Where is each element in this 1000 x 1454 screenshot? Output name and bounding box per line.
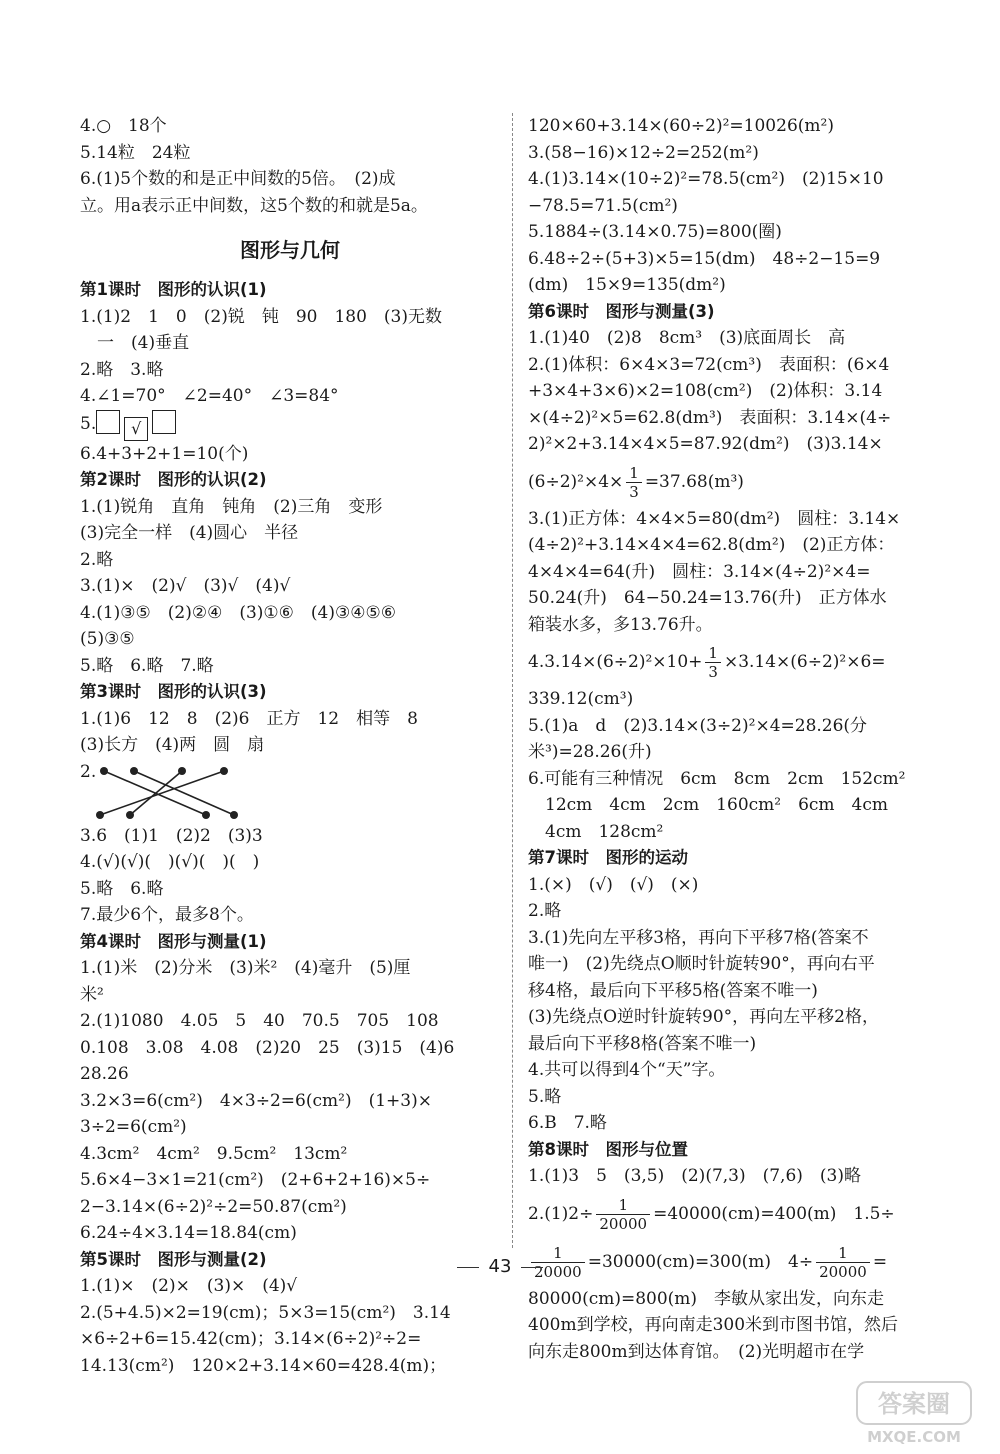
text-line: 1.(1)40 (2)8 8cm³ (3)底面周长 高 — [528, 328, 846, 348]
answer-box — [152, 410, 176, 434]
numerator: 1 — [626, 464, 642, 483]
text-line: 4.3cm² 4cm² 9.5cm² 13cm² — [80, 1143, 348, 1164]
text-line: 米² — [80, 984, 104, 1005]
numerator: 1 — [596, 1196, 650, 1215]
text-line: 2.(5+4.5)×2=19(cm)；5×3=15(cm²) 3.14 — [80, 1302, 451, 1323]
text-line: 向东走800m到达体育馆。 (2)光明超市在学 — [528, 1341, 865, 1362]
lesson-heading: 第5课时 图形与测量(2) — [80, 1249, 267, 1269]
expression-text: 2.(1)2÷ — [528, 1203, 594, 1224]
expression-text: = — [872, 1251, 888, 1272]
text-line: 3.(1)先向左平移3格，再向下平移7格(答案不 — [528, 927, 869, 948]
text-line: 7.最少6个，最多8个。 — [80, 905, 254, 925]
expression-text: (6÷2)²×4× — [528, 471, 624, 492]
text-line: 120×60+3.14×(60÷2)²=10026(m²) — [528, 116, 834, 136]
text-line: 6.(1)5个数的和是正中间数的5倍。 (2)成 — [80, 169, 396, 189]
text-line: 1.(1)锐角 直角 钝角 (2)三角 变形 — [80, 496, 383, 517]
text-line: (4÷2)²+3.14×4×4=62.8(dm²) (2)正方体： — [528, 535, 895, 555]
text-line: 4.(√)(√)( )(√)( )( ) — [80, 852, 260, 872]
text-line: 80000(cm)=800(m) 李敏从家出发，向东走 — [528, 1288, 885, 1309]
matching-lines-figure — [94, 763, 304, 821]
page-number-dash — [457, 1267, 479, 1268]
denominator: 20000 — [599, 1214, 648, 1233]
svg-text:MXQE.COM: MXQE.COM — [867, 1428, 961, 1446]
answer-box-checked: √ — [124, 417, 148, 441]
expression-text: =30000(cm)=300(m) 4÷ — [587, 1251, 814, 1272]
numerator: 1 — [705, 644, 721, 663]
section-title: 图形与几何 — [240, 238, 340, 262]
page-number — [0, 1256, 1000, 1277]
text-line: 4.∠1=70° ∠2=40° ∠3=84° — [80, 386, 339, 406]
denominator: 3 — [629, 482, 639, 501]
text-line: 4.(1)3.14×(10÷2)²=78.5(cm²) (2)15×10 — [528, 169, 884, 189]
text-line: 1.(1)2 1 0 (2)锐 钝 90 180 (3)无数 — [80, 306, 442, 327]
text-line: 5.略 — [528, 1086, 562, 1107]
fraction-line — [528, 1190, 950, 1238]
fraction — [596, 1196, 650, 1233]
text-line: 最后向下平移8格(答案不唯一) — [528, 1033, 757, 1054]
lesson-heading: 第4课时 图形与测量(1) — [80, 931, 267, 951]
text-line: 2.(1)1080 4.05 5 40 70.5 705 108 — [80, 1011, 439, 1031]
text-line: 6.4+3+2+1=10(个) — [80, 443, 249, 464]
text-line: 1.(1)× (2)× (3)× (4)√ — [80, 1276, 298, 1296]
text-line: 2.(1)体积：6×4×3=72(cm³) 表面积：(6×4 — [528, 354, 890, 375]
text-line: 6.可能有三种情况 6cm 8cm 2cm 152cm² — [528, 768, 906, 789]
text-line: 4×4×4=64(升) 圆柱：3.14×(4÷2)²×4= — [528, 561, 871, 582]
page-number-dash — [521, 1267, 543, 1268]
expression-text: ×3.14×(6÷2)²×6= — [723, 652, 886, 672]
text-line: 5.14粒 24粒 — [80, 142, 191, 163]
text-line: 2)²×2+3.14×4×5=87.92(dm²) (3)3.14× — [528, 434, 883, 454]
text-line: 一 (4)垂直 — [80, 333, 190, 353]
text-line: 3.(1)正方体：4×4×5=80(dm²) 圆柱：3.14× — [528, 508, 901, 529]
lesson-heading: 第7课时 图形的运动 — [528, 848, 688, 867]
text-line: 14.13(cm²) 120×2+3.14×60=428.4(m)； — [80, 1355, 447, 1376]
text-line: 4.共可以得到4个“天”字。 — [528, 1060, 726, 1080]
text-line: 28.26 — [80, 1064, 129, 1084]
text-line: 1.(1)米 (2)分米 (3)米² (4)毫升 (5)厘 — [80, 958, 411, 978]
text-line: 5.略 6.略 — [80, 878, 164, 899]
text-line: 4.(1)③⑤ (2)②④ (3)①⑥ (4)③④⑤⑥ — [80, 602, 396, 623]
text-line: 12cm 4cm 2cm 160cm² 6cm 4cm — [528, 795, 889, 815]
text-line: ×6÷2+6=15.42(cm)；3.14×(6÷2)²÷2= — [80, 1329, 422, 1349]
fraction — [626, 464, 642, 501]
text-line: 5.(1)a d (2)3.14×(3÷2)²×4=28.26(分 — [528, 715, 868, 736]
text-line: 6.48÷2÷(5+3)×5=15(dm) 48÷2−15=9 — [528, 248, 881, 269]
text-line: 唯一) (2)先绕点O顺时针旋转90°，再向右平 — [528, 954, 875, 974]
watermark-logo — [855, 1378, 973, 1448]
denominator: 20000 — [534, 1262, 582, 1281]
matching-diagram — [80, 759, 500, 823]
lesson-heading: 第3课时 图形的认识(3) — [80, 682, 267, 701]
text-line: 5.1884÷(3.14×0.75)=800(圈) — [528, 222, 782, 242]
text-line: 3.2×3=6(cm²) 4×3÷2=6(cm²) (1+3)× — [80, 1090, 432, 1111]
lesson-heading: 第6课时 图形与测量(3) — [528, 301, 715, 321]
text-line: 箱装水多，多13.76升。 — [528, 614, 713, 635]
text-line: (3)长方 (4)两 圆 扇 — [80, 735, 265, 755]
expression-text: =40000(cm)=400(m) 1.5÷ — [653, 1203, 895, 1224]
numerator: 1 — [816, 1244, 870, 1263]
watermark-logo-icon — [855, 1378, 973, 1448]
text-line: 4.○ 18个 — [80, 116, 167, 136]
text-line: (dm) 15×9=135(dm²) — [528, 275, 726, 295]
denominator: 3 — [708, 663, 718, 681]
text-line: 1.(1)6 12 8 (2)6 正方 12 相等 8 — [80, 708, 418, 729]
question-number: 5. — [80, 413, 97, 434]
text-line: +3×4+3×6)×2=108(cm²) (2)体积：3.14 — [528, 381, 883, 401]
text-line: 米³)=28.26(升) — [528, 742, 652, 762]
denominator: 20000 — [819, 1262, 867, 1281]
right-column — [528, 113, 950, 1365]
text-line: 3.(1)× (2)√ (3)√ (4)√ — [80, 576, 291, 596]
answer-boxes-row — [80, 410, 500, 441]
fraction-line — [528, 638, 950, 686]
text-line: (3)先绕点O逆时针旋转90°，再向左平移2格， — [528, 1007, 879, 1027]
text-line: 移4格，最后向下平移5格(答案不唯一) — [528, 980, 818, 1001]
text-line: 2.略 — [80, 549, 114, 570]
text-line: 1.(×) (√) (√) (×) — [528, 874, 699, 895]
text-line: 4cm 128cm² — [528, 821, 664, 842]
text-line: 6.B 7.略 — [528, 1113, 607, 1133]
text-line: 400m到学校，再向南走300米到市图书馆，然后 — [528, 1315, 899, 1335]
text-line: 立。用a表示正中间数，这5个数的和就是5a。 — [80, 195, 428, 216]
left-column — [80, 113, 500, 1379]
text-line: 3.6 (1)1 (2)2 (3)3 — [80, 825, 263, 846]
text-line: 6.24÷4×3.14=18.84(cm) — [80, 1223, 297, 1243]
text-line: 50.24(升) 64−50.24=13.76(升) 正方体水 — [528, 588, 887, 608]
lesson-heading: 第2课时 图形的认识(2) — [80, 470, 267, 489]
text-line: 5.6×4−3×1=21(cm²) (2+6+2+16)×5÷ — [80, 1170, 431, 1190]
svg-text:答案圈: 答案圈 — [878, 1390, 950, 1418]
text-line: 0.108 3.08 4.08 (2)20 25 (3)15 (4)6 — [80, 1037, 455, 1058]
text-line: 2−3.14×(6÷2)²÷2=50.87(cm²) — [80, 1196, 347, 1217]
expression-text: =37.68(m³) — [644, 471, 744, 492]
text-line: (3)完全一样 (4)圆心 半径 — [80, 523, 299, 543]
fraction — [705, 644, 721, 681]
fraction-line — [528, 458, 950, 506]
column-divider — [512, 113, 513, 1248]
text-line: 2.略 3.略 — [80, 359, 164, 380]
text-line: 339.12(cm³) — [528, 689, 634, 709]
text-line: 2.略 — [528, 901, 562, 921]
lesson-heading: 第8课时 图形与位置 — [528, 1139, 688, 1159]
text-line: 3.(58−16)×12÷2=252(m²) — [528, 142, 759, 163]
answer-box — [96, 410, 120, 434]
text-line: 1.(1)3 5 (3,5) (2)(7,3) (7,6) (3)略 — [528, 1166, 861, 1186]
text-line: −78.5=71.5(cm²) — [528, 195, 678, 216]
text-line: (5)③⑤ — [80, 629, 135, 649]
numerator: 1 — [531, 1244, 585, 1263]
lesson-heading: 第1课时 图形的认识(1) — [80, 280, 267, 299]
question-number: 2. — [80, 761, 97, 782]
text-line: ×(4÷2)²×5=62.8(dm³) 表面积：3.14×(4÷ — [528, 407, 892, 428]
expression-text: 4.3.14×(6÷2)²×10+ — [528, 652, 703, 672]
page-number-text: 43 — [488, 1256, 512, 1277]
text-line: 5.略 6.略 7.略 — [80, 655, 214, 676]
text-line: 3÷2=6(cm²) — [80, 1117, 187, 1137]
